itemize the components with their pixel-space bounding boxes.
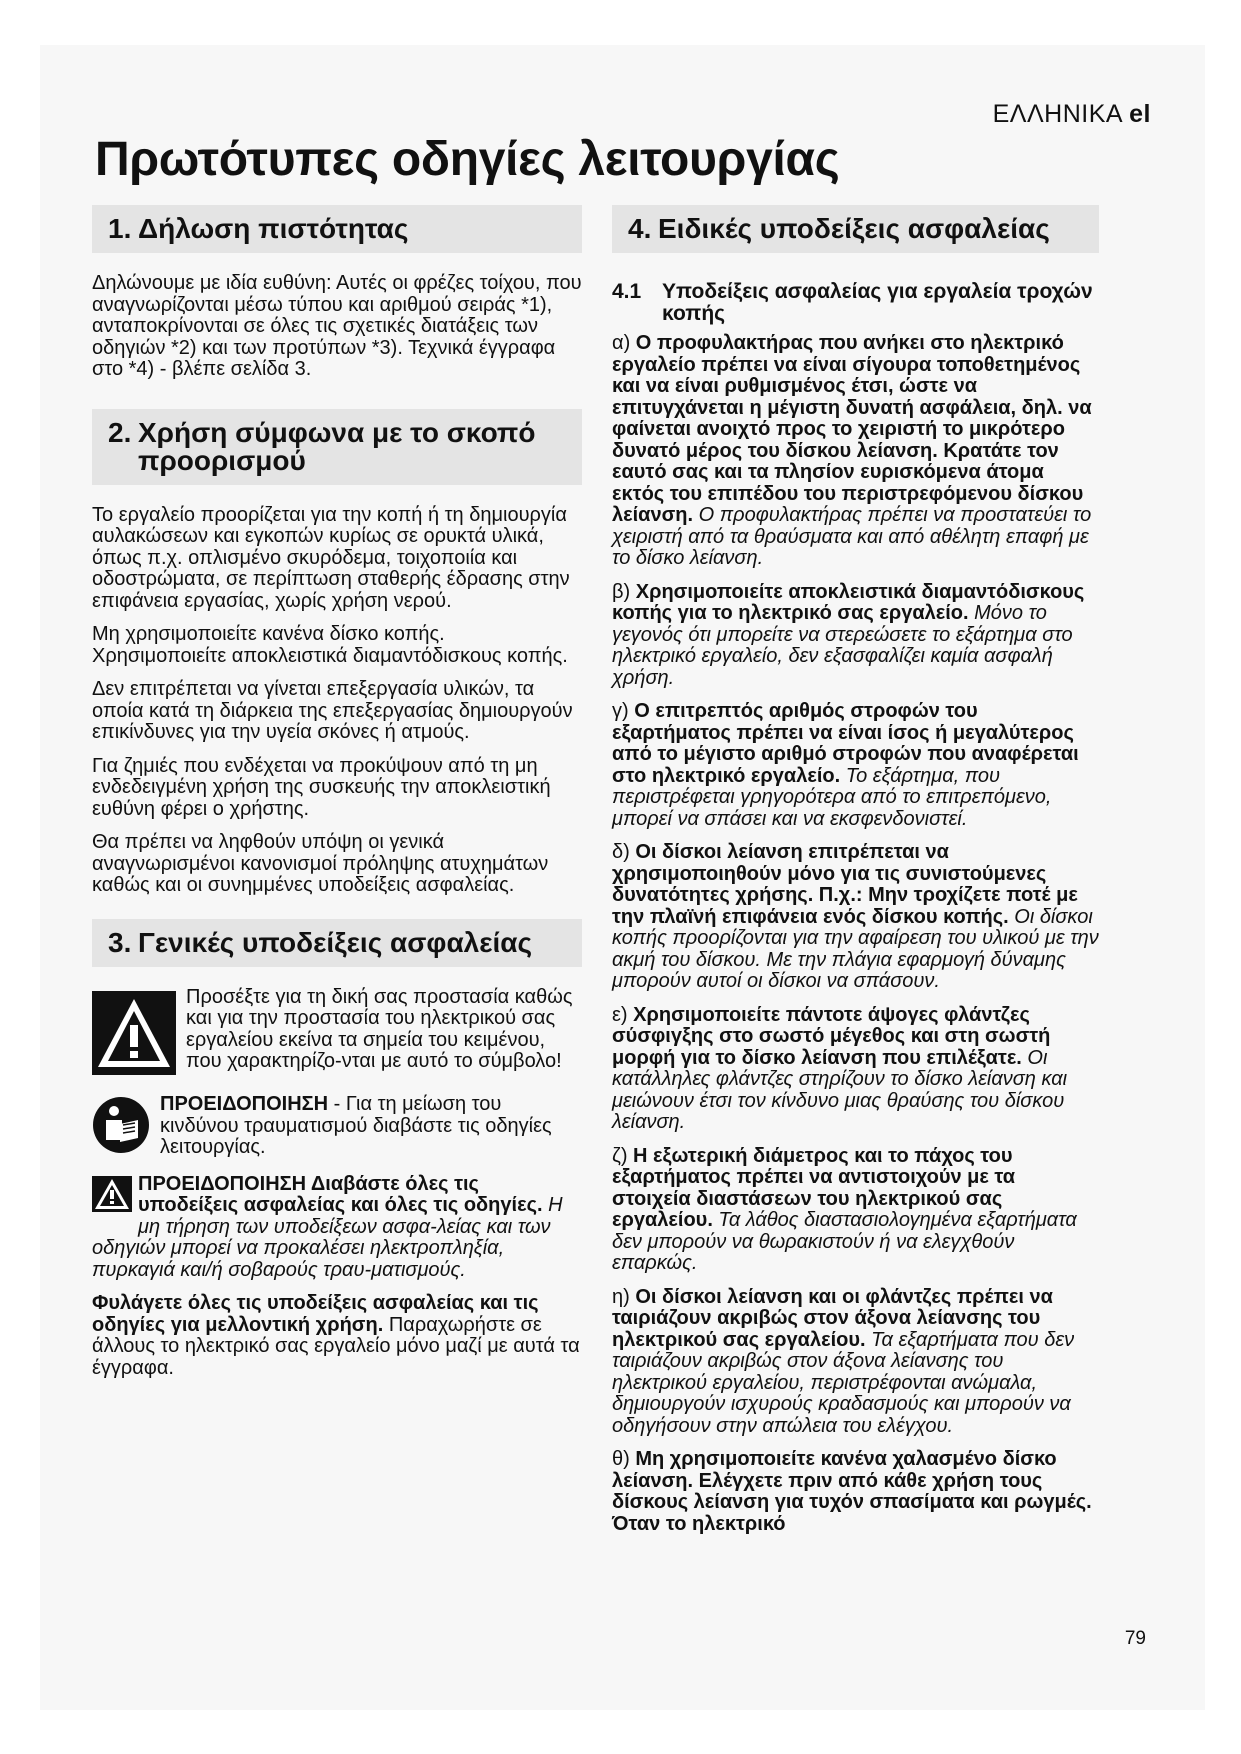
subsection-4-1-heading: [612, 281, 1099, 325]
item-letter: δ): [612, 841, 630, 863]
paragraph: Μη χρησιμοποιείτε κανένα δίσκο κοπής. Χρησιμοποιείτε αποκλειστικά διαμαντόδισκους κοπής.: [92, 623, 568, 667]
symbol-note: [92, 987, 582, 1083]
read-manual-warning: [92, 1094, 582, 1162]
safety-item-b: [612, 582, 1099, 690]
symbol-note-text: Προσέξτε για τη δική σας προστασία καθώς και για την προστασία του ηλεκτρικού σας εργαλείου εκείνα τα σημεία του κειμένου, που χαρακτηρίζο-νται με αυτό το σύμβολο!: [186, 986, 573, 1072]
safety-item-h: [612, 1449, 1099, 1535]
item-italic: Τα λάθος διαστασιολογημένα εξαρτήματα δεν μπορούν να θωρακιστούν ή να ελεγχθούν επαρκώς.: [612, 1209, 1077, 1274]
read-warning-text: - Για τη μείωση του κινδύνου τραυματισμού διαβάστε τις οδηγίες λειτουργίας.: [160, 1094, 552, 1158]
section-title: Ειδικές υποδείξεις ασφαλείας: [658, 213, 1050, 244]
keep-instructions: [92, 1293, 582, 1379]
section-number: 3.: [108, 926, 132, 958]
read-manual-icon: [92, 1096, 150, 1160]
warning-triangle-small-icon: [92, 1176, 132, 1218]
item-bold: Οι δίσκοι λείανση και οι φλάντζες πρέπει να ταιριάζουν ακριβώς στον άξονα λείανσης του ηλεκτρικού σας εργαλείου.: [612, 1285, 1053, 1351]
section-number: 4.: [628, 213, 652, 244]
safety-item-g: [612, 1287, 1099, 1438]
page-number: 79: [1124, 1628, 1146, 1649]
item-bold: Μη χρησιμοποιείτε κανένα χαλασμένο δίσκο λείανση. Ελέγχετε πριν από κάθε χρήση τους δίσκους λείανση για τυχόν σπασίματα και ρωγμές. Όταν το ηλεκτρικό: [612, 1448, 1092, 1535]
item-letter: β): [612, 580, 631, 603]
item-bold: Οι δίσκοι λείανση επιτρέπεται να χρησιμοποιηθούν μόνο για τις συνιστούμενες δυνατότητες χρήσης. Π.χ.: Μην τροχίζετε ποτέ με την πλαϊνή επιφάνεια ενός δίσκου κοπής.: [612, 841, 1078, 928]
safety-item-d: [612, 842, 1099, 993]
section-2-heading: [92, 409, 582, 485]
paragraph: Δεν επιτρέπεται να γίνεται επεξεργασία υλικών, τα οποία κατά τη διάρκεια της επεξεργασίας δημιουργούν επικίνδυνες για την υγεία σκόνες ή ατμούς.: [92, 678, 573, 743]
general-warning: [92, 1174, 582, 1282]
right-column: [612, 205, 1099, 1547]
section-number: 1.: [108, 213, 132, 244]
section-number: 2.: [108, 416, 132, 448]
general-warning-bold: ΠΡΟΕΙΔΟΠΟΙΗΣΗ Διαβάστε όλες τις υποδείξεις ασφαλείας και όλες τις οδηγίες.: [138, 1173, 543, 1216]
general-warning-italic: Η μη τήρηση των υποδείξεων ασφα-λείας και των οδηγιών μπορεί να προκαλέσει ηλεκτροπληξία, πυρκαγιά και/ή σοβαρούς τραυ-ματισμούς.: [92, 1194, 563, 1281]
item-italic: Οι δίσκοι κοπής προορίζονται για την αφαίρεση του υλικού με την ακμή του δίσκου. Με την πλάγια εφαρμογή δύναμης μπορούν αυτοί οι δίσκοι να σπάσουν.: [612, 905, 1099, 992]
safety-item-c: [612, 701, 1099, 830]
item-bold: Χρησιμοποιείτε αποκλειστικά διαμαντόδισκους κοπής για το ηλεκτρικό σας εργαλείο.: [612, 580, 1085, 624]
paragraph: Θα πρέπει να ληφθούν υπόψη οι γενικά αναγνωρισμένοι κανονισμοί πρόληψης ατυχημάτων καθώς και οι συνημμένες υποδείξεις ασφαλείας.: [92, 831, 549, 896]
language-code: el: [1129, 100, 1151, 128]
item-bold: Ο επιτρεπτός αριθμός στροφών του εξαρτήματος πρέπει να είναι ίσος ή μεγαλύτερος από το μέγιστο αριθμό στροφών που αναφέρεται στο ηλεκτρικό εργαλείο.: [612, 700, 1079, 787]
item-italic: Τα εξαρτήματα που δεν ταιριάζουν ακριβώς στον άξονα λείανσης του ηλεκτρικού εργαλείου, περιστρέφονται ανώμαλα, δημιουργούν ισχυρούς κραδασμούς και μπορούν να οδηγήσουν στην απώλεια του ελέγχου.: [612, 1328, 1075, 1437]
item-italic: Ο προφυλακτήρας πρέπει να προστατεύει το χειριστή από τα θραύσματα και από αθέλητη επαφή με το δίσκο λείανση.: [612, 504, 1092, 569]
section-1-heading: [92, 205, 582, 253]
item-italic: Το εξάρτημα, που περιστρέφεται γρηγορότερα από το επιτρεπόμενο, μπορεί να σπάσει και να εκσφενδονιστεί.: [612, 764, 1052, 830]
keep-instructions-text: Παραχωρήστε σε άλλους το ηλεκτρικό σας εργαλείο μόνο μαζί με αυτά τα έγγραφα.: [92, 1313, 580, 1379]
warning-triangle-icon: [92, 991, 176, 1081]
keep-instructions-bold: Φυλάγετε όλες τις υποδείξεις ασφαλείας και τις οδηγίες για μελλοντική χρήση.: [92, 1292, 539, 1336]
language-name: ΕΛΛΗΝΙΚΑ: [992, 100, 1122, 128]
item-italic: Μόνο το γεγονός ότι μπορείτε να στερεώσετε το εξάρτημα στο ηλεκτρικό εργαλείο, δεν εξασφαλίζει καμία ασφαλή χρήση.: [612, 602, 1073, 689]
paragraph: Δηλώνουμε με ιδία ευθύνη: Αυτές οι φρέζες τοίχου, που αναγνωρίζονται μέσω τύπου και αριθμού σειράς *1), ανταποκρίνονται σε όλες τις σχετικές διατάξεις των οδηγιών *2) και των προτύπων *3). Τεχνικά έγγραφα στο *4) - βλέπε σελίδα 3.: [92, 272, 582, 380]
item-letter: η): [612, 1285, 630, 1308]
item-letter: γ): [612, 700, 629, 722]
safety-item-a: [612, 333, 1099, 570]
section-3-heading: [92, 919, 582, 967]
paragraph: Το εργαλείο προορίζεται για την κοπή ή τη δημιουργία αυλακώσεων και εγκοπών κυρίως σε ορυκτά υλικά, όπως π.χ. οπλισμένο σκυρόδεμα, τοιχοποιία και οδοστρώματα, σε περίπτωση σταθερής έδρασης στην επιφάνεια εργασίας, χωρίς χρήση νερού.: [92, 503, 570, 612]
item-letter: ζ): [612, 1144, 628, 1167]
item-bold: Η εξωτερική διάμετρος και το πάχος του εξαρτήματος πρέπει να αντιστοιχούν με τα στοιχεία διαστάσεων του ηλεκτρικού σας εργαλείου.: [612, 1144, 1016, 1231]
item-letter: θ): [612, 1448, 630, 1470]
section-title: Γενικές υποδείξεις ασφαλείας: [138, 926, 533, 958]
subsection-title: Υποδείξεις ασφαλείας για εργαλεία τροχών κοπής: [662, 280, 1093, 325]
section-title: Δήλωση πιστότητας: [138, 213, 409, 244]
paragraph: Για ζημιές που ενδέχεται να προκύψουν από τη μη ενδεδειγμένη χρήση της συσκευής την αποκλειστική ευθύνη φέρει ο χρήστης.: [92, 754, 551, 820]
safety-item-e: [612, 1005, 1099, 1134]
section-title: Χρήση σύμφωνα με το σκοπό προορισμού: [138, 416, 536, 476]
safety-item-f: [612, 1146, 1099, 1275]
item-bold: Χρησιμοποιείτε πάντοτε άψογες φλάντζες σύσφιγξης στο σωστό μέγεθος και στη σωστή μορφή για το δίσκο λείανση που επιλέξατε.: [612, 1003, 1051, 1069]
page-title: Πρωτότυπες οδηγίες λειτουργίας: [95, 133, 840, 186]
left-column: [92, 205, 582, 1391]
item-letter: ε): [612, 1003, 628, 1026]
item-letter: α): [612, 332, 631, 354]
item-bold: Ο προφυλακτήρας που ανήκει στο ηλεκτρικό εργαλείο πρέπει να είναι σίγουρα τοποθετημένος και να είναι ρυθμισμένος έτσι, ώστε να επιτυγχάνεται η μέγιστη δυνατή ασφάλεια, δηλ. να φαίνεται ανοιχτό προς το χειριστή το μικρότερο δυνατό μέρος του δίσκου λείανση. Κρατάτε τον εαυτό σας και τα πλησίον ευρισκόμενα άτομα εκτός του επιπέδου του περιστρεφόμενου δίσκου λείανση.: [612, 332, 1092, 526]
read-warning-label: ΠΡΟΕΙΔΟΠΟΙΗΣΗ: [160, 1094, 329, 1115]
subsection-number: 4.1: [612, 280, 642, 303]
section-4-heading: [612, 205, 1099, 253]
item-italic: Οι κατάλληλες φλάντζες στηρίζουν το δίσκο λείανση και μειώνουν έτσι τον κίνδυνο μιας θραύσης του δίσκου λείανση.: [612, 1046, 1068, 1133]
language-label: [993, 100, 1151, 129]
